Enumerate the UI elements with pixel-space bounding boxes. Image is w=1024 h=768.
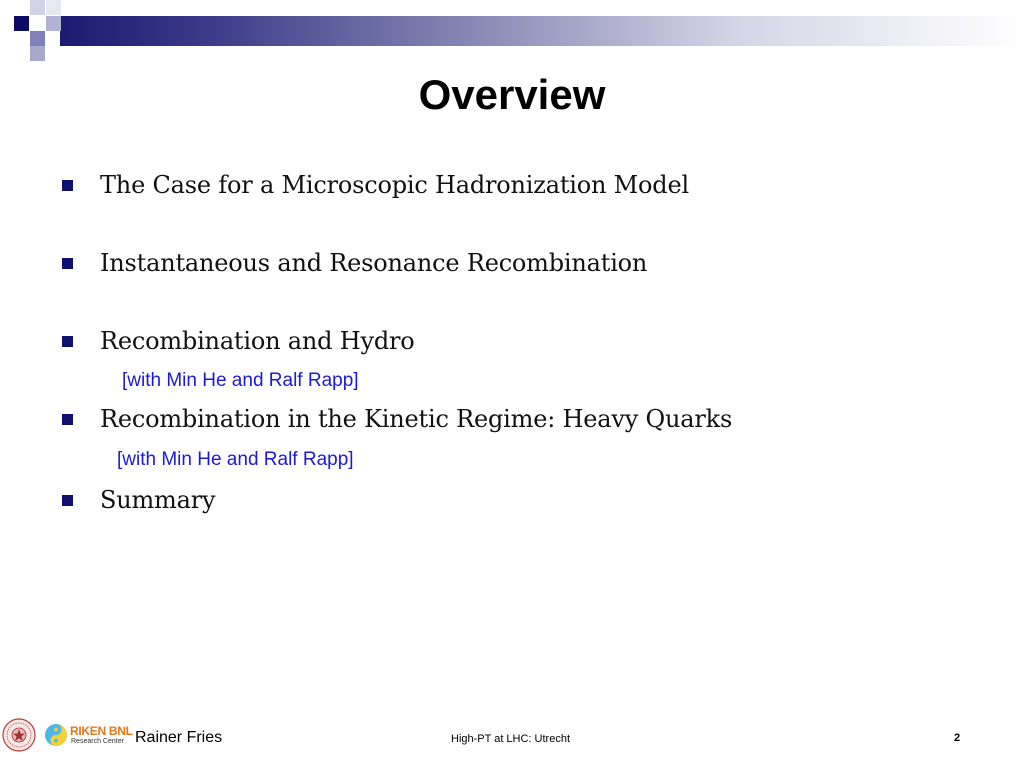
bullet-item: [62, 482, 215, 518]
square-bullet-icon: [62, 336, 73, 347]
bullet-item: [62, 167, 689, 203]
collaborator-note: [with Min He and Ralf Rapp]: [117, 449, 354, 470]
bullet-text: Summary: [100, 486, 216, 514]
slide-title: Overview: [418, 71, 606, 118]
riken-bnl-logo: [44, 722, 133, 752]
collaborator-note: [with Min He and Ralf Rapp]: [122, 370, 359, 391]
bullet-text: Recombination and Hydro: [100, 327, 415, 355]
footer-author: Rainer Fries: [135, 729, 223, 746]
square-bullet-icon: [62, 180, 73, 191]
riken-logo-text: RIKEN BNL: [70, 724, 133, 738]
bullet-item: [62, 245, 647, 281]
footer-conference: High-PT at LHC: Utrecht: [451, 733, 571, 745]
bullet-text: Instantaneous and Resonance Recombination: [100, 249, 648, 277]
university-seal-icon: [2, 718, 36, 752]
square-bullet-icon: [62, 258, 73, 269]
page-number: 2: [954, 732, 961, 744]
bullet-text: Recombination in the Kinetic Regime: Heavy Quarks: [100, 405, 733, 433]
square-bullet-icon: [62, 414, 73, 425]
bullet-item: [62, 323, 415, 359]
bullet-text: The Case for a Microscopic Hadronization Model: [100, 171, 689, 199]
riken-logo-subtext: Research Center: [71, 738, 124, 745]
square-bullet-icon: [62, 495, 73, 506]
bullet-item: [62, 401, 732, 437]
riken-swirl-icon: [44, 723, 68, 747]
